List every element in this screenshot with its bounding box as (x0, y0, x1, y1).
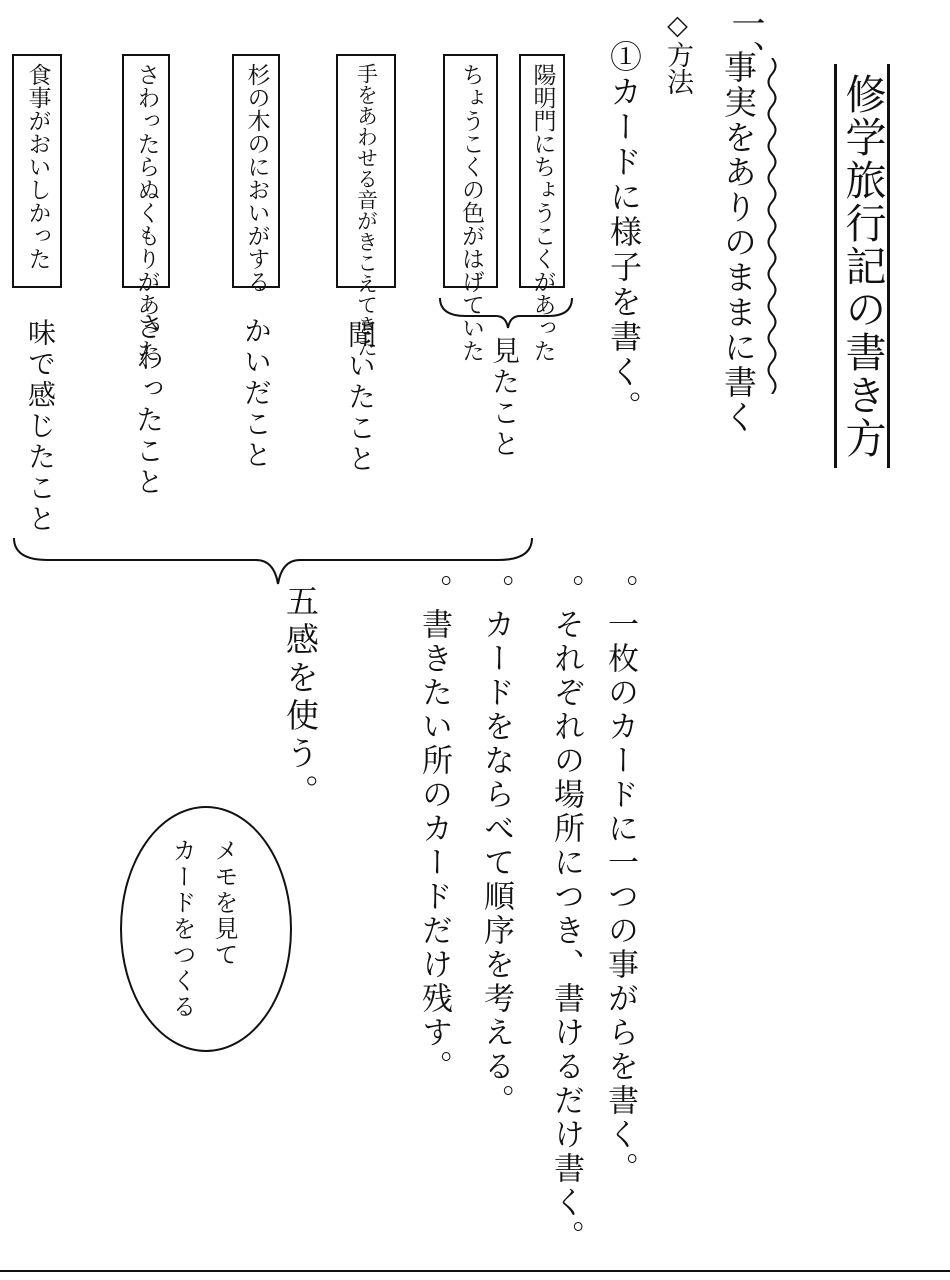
card-text: ちょうこくの色がはげていた (458, 63, 484, 362)
card-2 (443, 54, 498, 362)
sense-label-touch: さわったこと (132, 312, 165, 498)
memo-line-2: カードをつくる (168, 838, 196, 1020)
sense-label-hearing: 聞いたこと (344, 320, 377, 475)
memo-circle (120, 806, 292, 1052)
card-3 (336, 54, 396, 357)
page-title-text: 修学旅行記の書き方 (838, 72, 887, 460)
bullet-4: 。書きたい所のカードだけ残す。 (416, 574, 452, 1084)
section-heading: 事実をありのままに書く (719, 50, 758, 435)
card-text: 食事がおいしかった (24, 63, 51, 270)
sense-label-taste: 味で感じたこと (24, 318, 57, 535)
seen-brace (436, 294, 576, 334)
section-number: 一、 (725, 6, 765, 74)
card-1 (519, 54, 565, 362)
card-5 (122, 54, 170, 362)
card-text: 手をあわせる音がきこえてきた (354, 63, 379, 357)
card-text: 陽明門にちょうこくがあった (529, 63, 556, 362)
bullet-1: 。一枚のカードに一つの事がらを書く。 (602, 574, 638, 1186)
card-text: さわったらぬくもりがあった (133, 63, 160, 362)
memo-line-1: メモを見て (210, 838, 238, 968)
sense-label-sight: 見たこと (488, 336, 521, 460)
five-senses-brace (8, 534, 538, 594)
method-label: ◇方法 (662, 10, 693, 95)
bullet-3: 。カードをならべて順序を考える。 (478, 574, 514, 1118)
sense-label-smell: かいだこと (240, 316, 273, 471)
page-title (834, 64, 890, 468)
card-4 (232, 54, 280, 293)
wavy-underline (764, 58, 780, 394)
card-text: 杉の木のにおいがする (243, 63, 270, 293)
bullet-2: 。それぞれの場所につき、書けるだけ書く。 (548, 574, 584, 1254)
five-senses-text: 五感を使う。 (281, 584, 320, 812)
card-6 (12, 54, 62, 288)
method-step-1: ①カードに様子を書く。 (605, 40, 643, 425)
bottom-rule (0, 1270, 950, 1272)
